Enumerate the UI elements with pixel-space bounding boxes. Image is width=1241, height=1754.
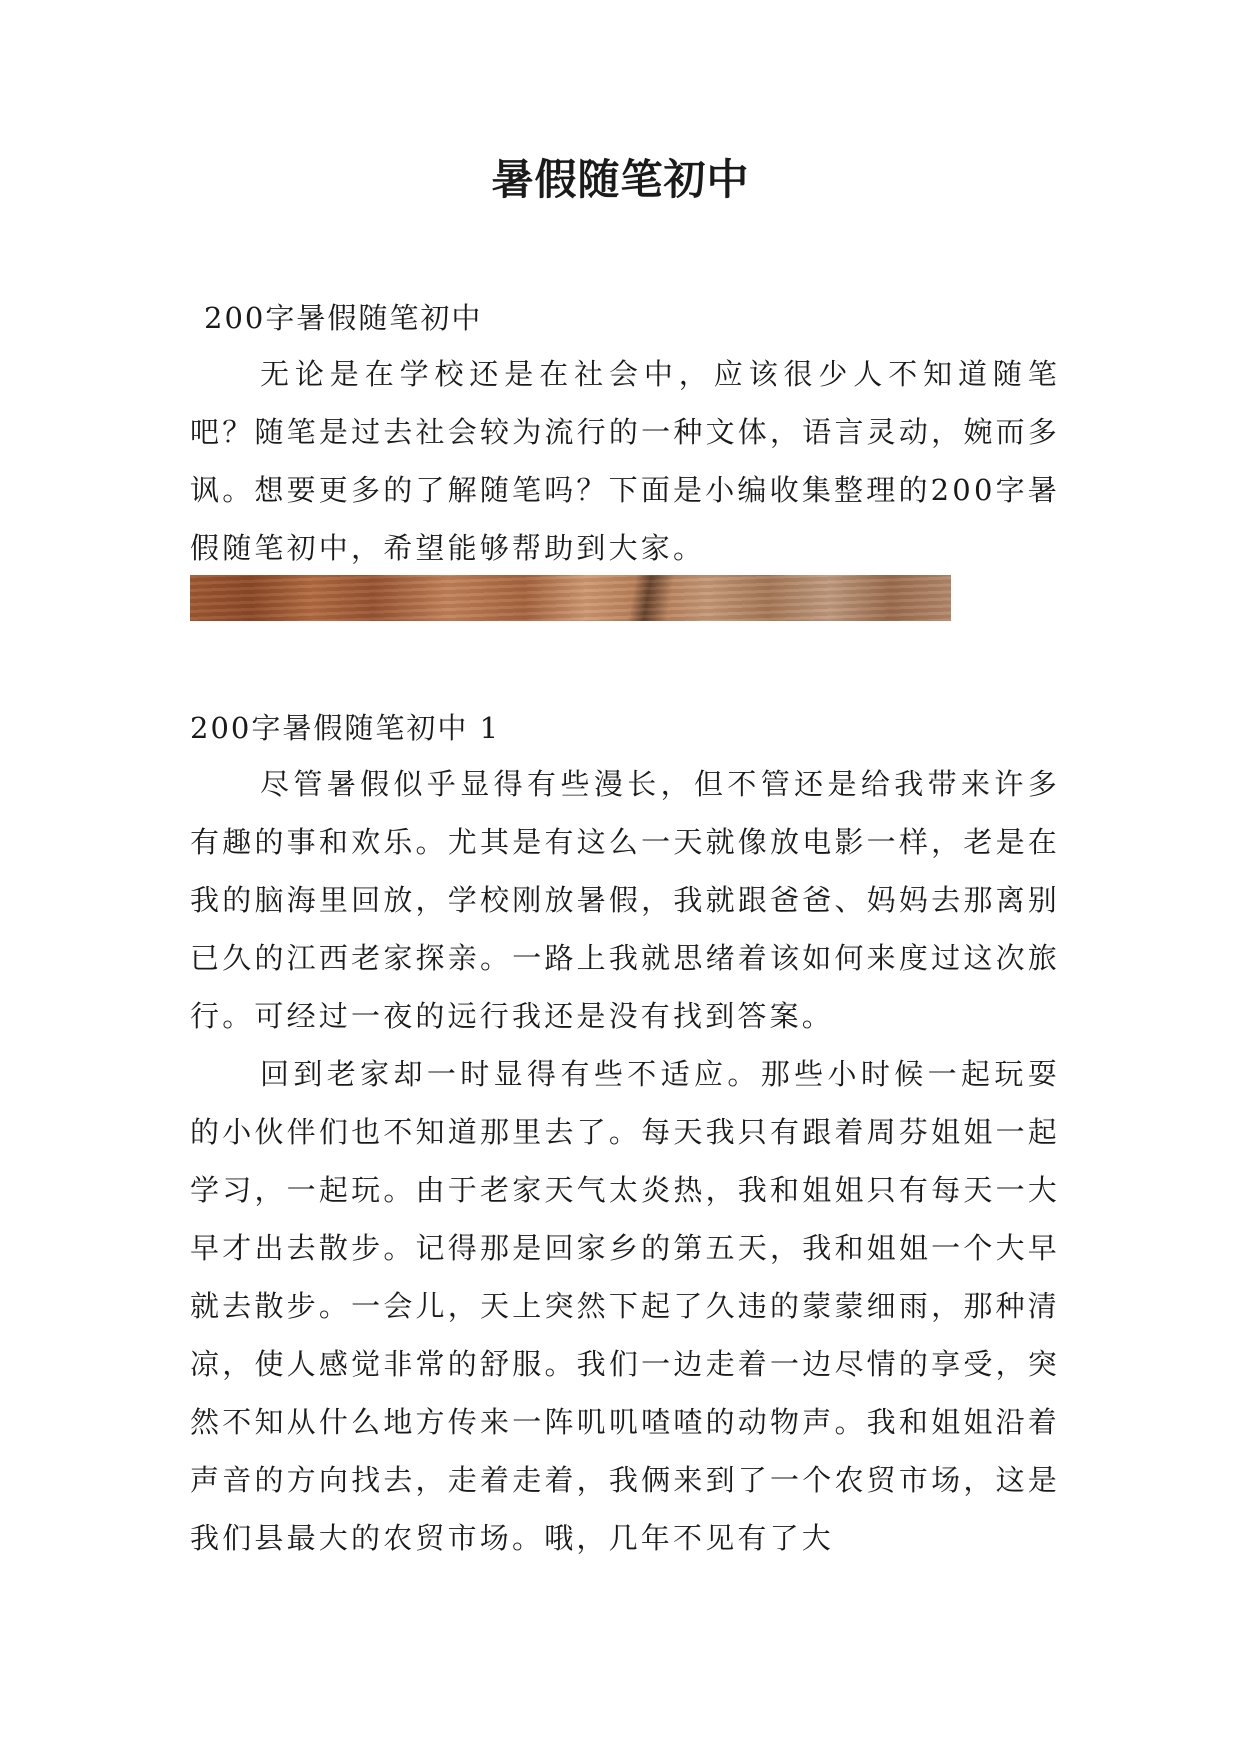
section-heading: 200字暑假随笔初中 1	[190, 711, 501, 745]
intro-heading: 200字暑假随笔初中	[204, 301, 483, 335]
article-image	[190, 575, 951, 621]
section-paragraph-2: 回到老家却一时显得有些不适应。那些小时候一起玩耍的小伙伴们也不知道那里去了。每天我只有跟着周芬姐姐一起学习，一起玩。由于老家天气太炎热，我和姐姐只有每天一大早才出去散步。记得那是回家乡的第五天，我和姐姐一个大早就去散步。一会儿，天上突然下起了久违的蒙蒙细雨，那种清凉，使人感觉非常的舒服。我们一边走着一边尽情的享受，突然不知从什么地方传来一阵叽叽喳喳的动物声。我和姐姐沿着声音的方向找去，走着走着，我俩来到了一个农贸市场，这是我们县最大的农贸市场。哦，几年不见有了大	[190, 1057, 1060, 1555]
section-paragraph-1: 尽管暑假似乎显得有些漫长，但不管还是给我带来许多有趣的事和欢乐。尤其是有这么一天就像放电影一样，老是在我的脑海里回放，学校刚放暑假，我就跟爸爸、妈妈去那离别已久的江西老家探亲。一路上我就思绪着该如何来度过这次旅行。可经过一夜的远行我还是没有找到答案。	[190, 767, 1060, 1033]
document-title: 暑假随笔初中	[491, 155, 750, 204]
intro-paragraph: 无论是在学校还是在社会中，应该很少人不知道随笔吧？随笔是过去社会较为流行的一种文体，语言灵动，婉而多讽。想要更多的了解随笔吗？下面是小编收集整理的200字暑假随笔初中，希望能够帮助到大家。	[190, 357, 1060, 565]
